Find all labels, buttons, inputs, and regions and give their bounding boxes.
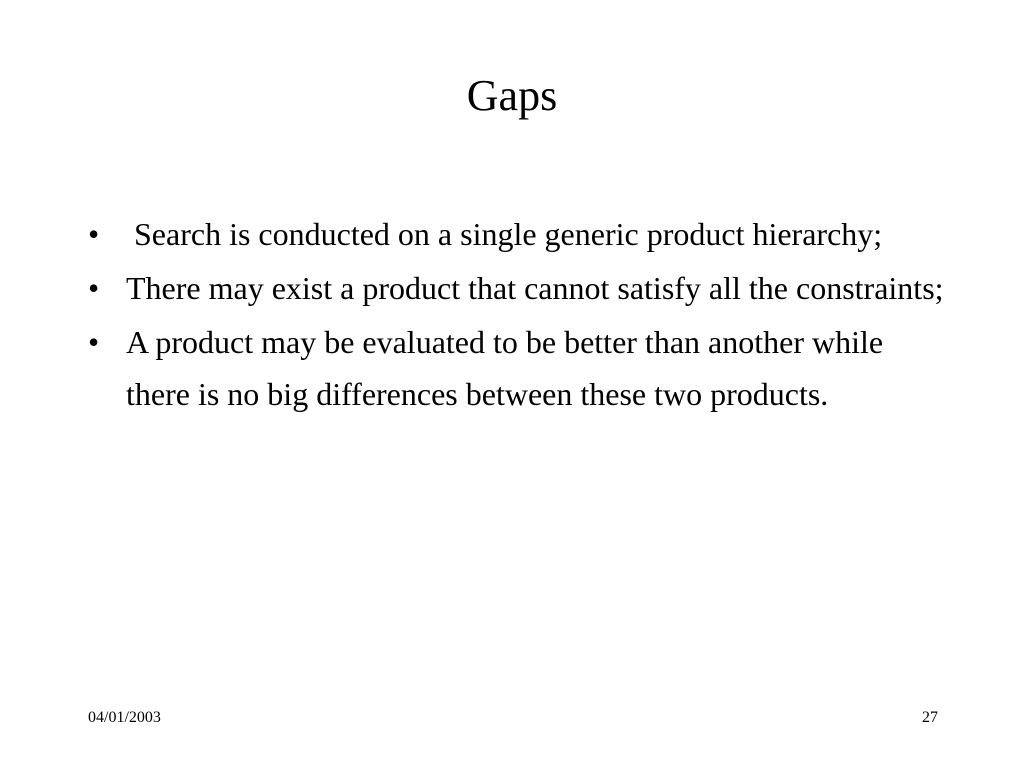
bullet-text: Search is conducted on a single generic product hierarchy;	[126, 216, 883, 252]
bullet-marker: •	[88, 270, 100, 306]
slide-title: Gaps	[466, 71, 558, 120]
bullet-text: A product may be evaluated to be better than another while there is no big differences between these two products.	[126, 324, 892, 412]
footer-date: 04/01/2003	[88, 709, 161, 726]
bullet-item	[88, 262, 948, 314]
bullet-item	[88, 316, 948, 420]
bullet-marker: •	[88, 216, 100, 252]
bullet-text: There may exist a product that cannot satisfy all the constraints;	[126, 270, 944, 306]
bullet-marker: •	[88, 324, 100, 360]
bullet-list	[88, 208, 948, 420]
bullet-item	[88, 208, 948, 260]
footer-page-number: 27	[922, 709, 938, 726]
